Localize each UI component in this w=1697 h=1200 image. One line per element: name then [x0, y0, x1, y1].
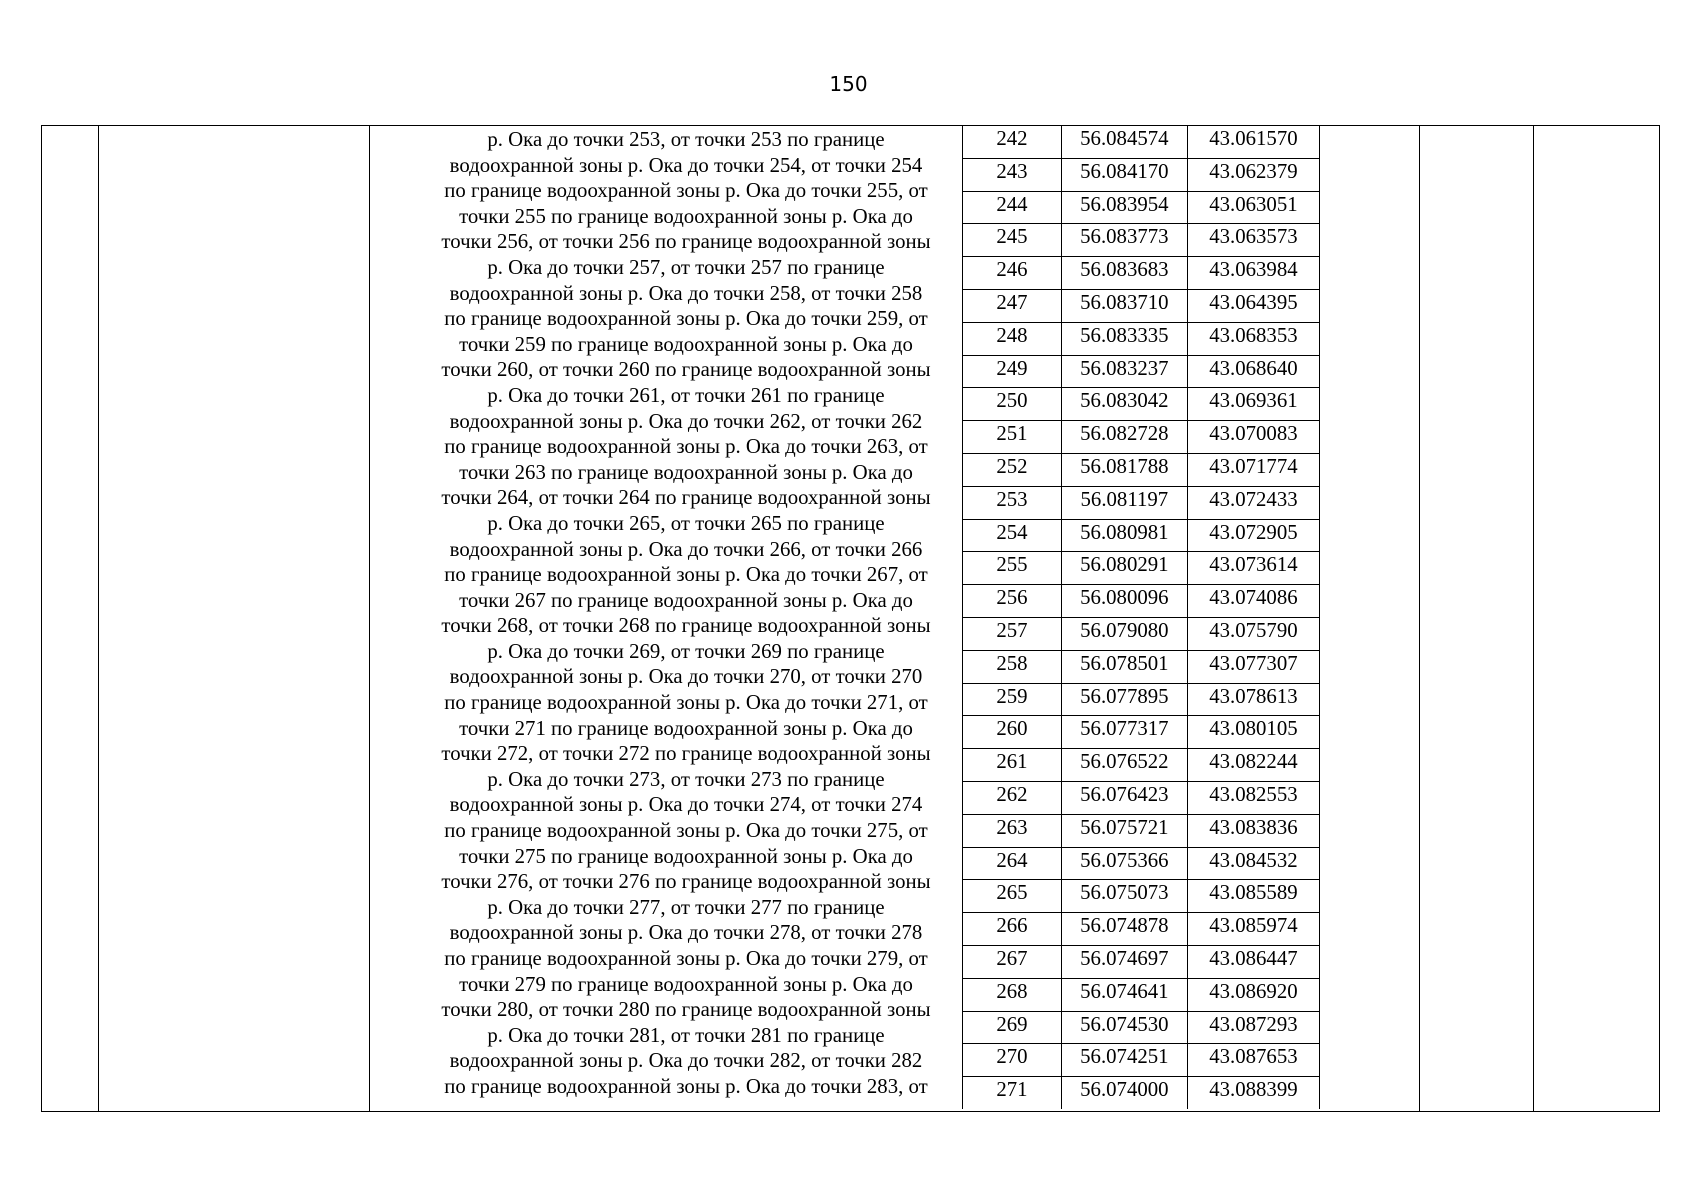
point-number-cell: 249: [963, 355, 1062, 388]
table-row: [963, 1044, 1320, 1077]
column-divider: [1533, 126, 1534, 1111]
latitude-cell: 56.081197: [1061, 486, 1187, 519]
table-row: [963, 683, 1320, 716]
latitude-cell: 56.077895: [1061, 683, 1187, 716]
longitude-cell: 43.086447: [1187, 945, 1319, 978]
longitude-cell: 43.063984: [1187, 257, 1319, 290]
longitude-cell: 43.072433: [1187, 486, 1319, 519]
point-number-cell: 245: [963, 224, 1062, 257]
latitude-cell: 56.074878: [1061, 913, 1187, 946]
boundary-table: [41, 125, 1660, 1112]
description-line: р. Ока до точки 269, от точки 269 по границе: [487, 639, 885, 663]
column-divider: [369, 126, 370, 1111]
latitude-cell: 56.083954: [1061, 191, 1187, 224]
table-row: [963, 913, 1320, 946]
point-number-cell: 266: [963, 913, 1062, 946]
latitude-cell: 56.083335: [1061, 322, 1187, 355]
latitude-cell: 56.084574: [1061, 126, 1187, 158]
point-number-cell: 257: [963, 617, 1062, 650]
longitude-cell: 43.061570: [1187, 126, 1319, 158]
longitude-cell: 43.086920: [1187, 978, 1319, 1011]
latitude-cell: 56.080291: [1061, 552, 1187, 585]
table-row: [963, 650, 1320, 683]
longitude-cell: 43.063051: [1187, 191, 1319, 224]
description-line: водоохранной зоны р. Ока до точки 278, от точки 278: [449, 921, 923, 945]
point-number-cell: 243: [963, 158, 1062, 191]
longitude-cell: 43.084532: [1187, 847, 1319, 880]
table-row: [963, 257, 1320, 290]
description-line: точки 272, от точки 272 по границе водоохранной зоны: [441, 742, 931, 766]
longitude-cell: 43.070083: [1187, 421, 1319, 454]
latitude-cell: 56.078501: [1061, 650, 1187, 683]
longitude-cell: 43.082244: [1187, 749, 1319, 782]
description-line: по границе водоохранной зоны р. Ока до точки 275, от: [444, 819, 928, 843]
description-line: точки 259 по границе водоохранной зоны р. Ока до: [459, 332, 913, 356]
latitude-cell: 56.074641: [1061, 978, 1187, 1011]
table-row: [963, 847, 1320, 880]
description-line: по границе водоохранной зоны р. Ока до точки 271, от: [444, 691, 928, 715]
longitude-cell: 43.072905: [1187, 519, 1319, 552]
latitude-cell: 56.074697: [1061, 945, 1187, 978]
description-line: по границе водоохранной зоны р. Ока до точки 263, от: [444, 435, 928, 459]
description-line: точки 275 по границе водоохранной зоны р. Ока до: [459, 844, 913, 868]
description-line: точки 279 по границе водоохранной зоны р. Ока до: [459, 972, 913, 996]
point-number-cell: 255: [963, 552, 1062, 585]
longitude-cell: 43.083836: [1187, 814, 1319, 847]
latitude-cell: 56.080096: [1061, 585, 1187, 618]
column-divider: [98, 126, 99, 1111]
description-line: водоохранной зоны р. Ока до точки 258, от точки 258: [449, 281, 923, 305]
latitude-cell: 56.075073: [1061, 880, 1187, 913]
table-row: [963, 158, 1320, 191]
table-row: [963, 388, 1320, 421]
point-number-cell: 248: [963, 322, 1062, 355]
longitude-cell: 43.068640: [1187, 355, 1319, 388]
description-line: водоохранной зоны р. Ока до точки 270, от точки 270: [449, 665, 923, 689]
point-number-cell: 265: [963, 880, 1062, 913]
description-line: точки 271 по границе водоохранной зоны р. Ока до: [459, 716, 913, 740]
description-line: р. Ока до точки 257, от точки 257 по границе: [487, 255, 885, 279]
point-number-cell: 258: [963, 650, 1062, 683]
longitude-cell: 43.087293: [1187, 1011, 1319, 1044]
longitude-cell: 43.074086: [1187, 585, 1319, 618]
point-number-cell: 252: [963, 453, 1062, 486]
description-line: р. Ока до точки 253, от точки 253 по границе: [487, 128, 885, 151]
point-number-cell: 271: [963, 1077, 1062, 1109]
point-number-cell: 259: [963, 683, 1062, 716]
point-number-cell: 268: [963, 978, 1062, 1011]
latitude-cell: 56.083683: [1061, 257, 1187, 290]
table-row: [963, 322, 1320, 355]
latitude-cell: 56.077317: [1061, 716, 1187, 749]
description-line: р. Ока до точки 273, от точки 273 по границе: [487, 767, 885, 791]
point-number-cell: 256: [963, 585, 1062, 618]
point-number-cell: 261: [963, 749, 1062, 782]
description-line: точки 256, от точки 256 по границе водоохранной зоны: [441, 230, 931, 254]
description-line: точки 268, от точки 268 по границе водоохранной зоны: [441, 614, 931, 638]
point-number-cell: 260: [963, 716, 1062, 749]
table-row: [963, 978, 1320, 1011]
longitude-cell: 43.085974: [1187, 913, 1319, 946]
point-number-cell: 269: [963, 1011, 1062, 1044]
latitude-cell: 56.083773: [1061, 224, 1187, 257]
latitude-cell: 56.075721: [1061, 814, 1187, 847]
latitude-cell: 56.083042: [1061, 388, 1187, 421]
longitude-cell: 43.068353: [1187, 322, 1319, 355]
point-number-cell: 254: [963, 519, 1062, 552]
point-number-cell: 253: [963, 486, 1062, 519]
table-row: [963, 289, 1320, 322]
latitude-cell: 56.083710: [1061, 289, 1187, 322]
description-line: точки 276, от точки 276 по границе водоохранной зоны: [441, 870, 931, 894]
page-number: 150: [829, 72, 868, 96]
table-row: [963, 224, 1320, 257]
latitude-cell: 56.074000: [1061, 1077, 1187, 1109]
latitude-cell: 56.074251: [1061, 1044, 1187, 1077]
description-line: р. Ока до точки 277, от точки 277 по границе: [487, 895, 885, 919]
point-number-cell: 263: [963, 814, 1062, 847]
latitude-cell: 56.082728: [1061, 421, 1187, 454]
longitude-cell: 43.080105: [1187, 716, 1319, 749]
table-row: [963, 519, 1320, 552]
point-number-cell: 270: [963, 1044, 1062, 1077]
table-row: [963, 814, 1320, 847]
table-row: [963, 421, 1320, 454]
longitude-cell: 43.078613: [1187, 683, 1319, 716]
table-row: [963, 552, 1320, 585]
latitude-cell: 56.081788: [1061, 453, 1187, 486]
point-number-cell: 247: [963, 289, 1062, 322]
description-line: водоохранной зоны р. Ока до точки 266, от точки 266: [449, 537, 923, 561]
longitude-cell: 43.069361: [1187, 388, 1319, 421]
point-number-cell: 267: [963, 945, 1062, 978]
description-line: водоохранной зоны р. Ока до точки 254, от точки 254: [449, 153, 923, 177]
longitude-cell: 43.087653: [1187, 1044, 1319, 1077]
table-row: [963, 486, 1320, 519]
latitude-cell: 56.076522: [1061, 749, 1187, 782]
longitude-cell: 43.063573: [1187, 224, 1319, 257]
description-line: р. Ока до точки 261, от точки 261 по границе: [487, 383, 885, 407]
boundary-description: [410, 126, 962, 1112]
point-number-cell: 242: [963, 126, 1062, 158]
latitude-cell: 56.079080: [1061, 617, 1187, 650]
table-row: [963, 585, 1320, 618]
table-row: [963, 453, 1320, 486]
table-row: [963, 781, 1320, 814]
description-line: точки 263 по границе водоохранной зоны р. Ока до: [459, 460, 913, 484]
table-row: [963, 617, 1320, 650]
description-line: р. Ока до точки 265, от точки 265 по границе: [487, 511, 885, 535]
latitude-cell: 56.083237: [1061, 355, 1187, 388]
table-row: [963, 880, 1320, 913]
description-line: по границе водоохранной зоны р. Ока до точки 279, от: [444, 947, 928, 970]
description-line: по границе водоохранной зоны р. Ока до точки 259, от: [444, 307, 928, 331]
longitude-cell: 43.064395: [1187, 289, 1319, 322]
latitude-cell: 56.075366: [1061, 847, 1187, 880]
description-line: точки 267 по границе водоохранной зоны р. Ока до: [459, 588, 913, 612]
description-line: р. Ока до точки 281, от точки 281 по границе: [487, 1023, 885, 1047]
table-row: [963, 749, 1320, 782]
table-row: [963, 716, 1320, 749]
description-line: точки 255 по границе водоохранной зоны р. Ока до: [459, 204, 913, 228]
point-number-cell: 244: [963, 191, 1062, 224]
longitude-cell: 43.073614: [1187, 552, 1319, 585]
table-row: [963, 945, 1320, 978]
point-number-cell: 250: [963, 388, 1062, 421]
description-line: точки 260, от точки 260 по границе водоохранной зоны: [441, 358, 931, 382]
longitude-cell: 43.062379: [1187, 158, 1319, 191]
longitude-cell: 43.071774: [1187, 453, 1319, 486]
coordinate-table: [962, 126, 1320, 1109]
table-row: [963, 1077, 1320, 1109]
point-number-cell: 246: [963, 257, 1062, 290]
description-line: по границе водоохранной зоны р. Ока до точки 255, от: [444, 179, 928, 203]
latitude-cell: 56.076423: [1061, 781, 1187, 814]
table-row: [963, 1011, 1320, 1044]
description-line: по границе водоохранной зоны р. Ока до точки 267, от: [444, 563, 928, 587]
description-line: водоохранной зоны р. Ока до точки 282, от точки 282: [449, 1049, 923, 1073]
longitude-cell: 43.088399: [1187, 1077, 1319, 1109]
longitude-cell: 43.075790: [1187, 617, 1319, 650]
longitude-cell: 43.077307: [1187, 650, 1319, 683]
point-number-cell: 262: [963, 781, 1062, 814]
description-line: точки 264, от точки 264 по границе водоохранной зоны: [441, 486, 931, 510]
table-row: [963, 126, 1320, 158]
latitude-cell: 56.080981: [1061, 519, 1187, 552]
column-divider: [1419, 126, 1420, 1111]
point-number-cell: 251: [963, 421, 1062, 454]
latitude-cell: 56.074530: [1061, 1011, 1187, 1044]
latitude-cell: 56.084170: [1061, 158, 1187, 191]
table-row: [963, 355, 1320, 388]
table-row: [963, 191, 1320, 224]
description-line: точки 280, от точки 280 по границе водоохранной зоны: [441, 998, 931, 1022]
description-line: по границе водоохранной зоны р. Ока до точки 283, от: [444, 1074, 928, 1098]
longitude-cell: 43.085589: [1187, 880, 1319, 913]
point-number-cell: 264: [963, 847, 1062, 880]
description-line: водоохранной зоны р. Ока до точки 274, от точки 274: [449, 793, 923, 817]
longitude-cell: 43.082553: [1187, 781, 1319, 814]
description-line: водоохранной зоны р. Ока до точки 262, от точки 262: [449, 409, 923, 433]
